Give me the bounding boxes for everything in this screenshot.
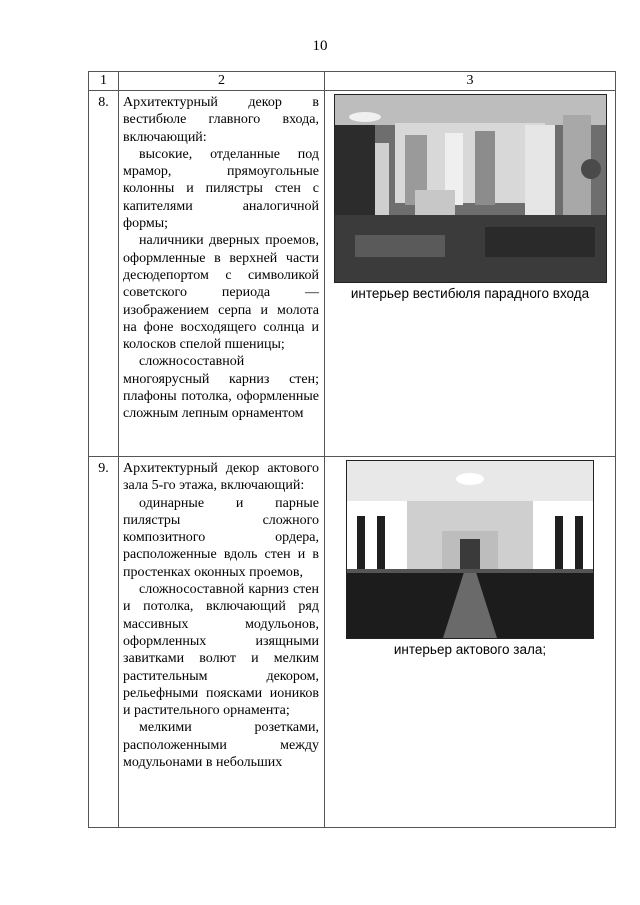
- page-number: 10: [312, 38, 328, 54]
- column-header-2: 2: [119, 72, 325, 91]
- description-title: Архитектурный декор актового зала 5-го этажа, включающий:: [123, 461, 319, 494]
- row-photo-cell: [325, 91, 616, 457]
- description-item: мелкими розетками, расположенными между модульонами в небольших: [123, 720, 319, 771]
- description-item: сложносоставной многоярусный карниз стен; плафоны потолка, оформленные сложным лепным орнаментом: [123, 354, 319, 422]
- row-photo-cell: [325, 457, 616, 828]
- photo-caption: интерьер вестибюля парадного входа: [350, 286, 590, 301]
- description-item: одинарные и парные пилястры сложного композитного ордера, расположенные вдоль стен и в простенках оконных проемов,: [123, 495, 319, 580]
- table-row: [89, 457, 616, 828]
- description-title: Архитектурный декор в вестибюле главного входа, включающий:: [123, 95, 319, 145]
- description-item: высокие, отделанные под мрамор, прямоугольные колонны и пилястры стен с капителями аналогичной формы;: [123, 146, 319, 232]
- row-number: 8.: [89, 91, 119, 457]
- row-number: 9.: [89, 457, 119, 828]
- assembly-hall-photo: [346, 460, 594, 639]
- column-header-1: 1: [89, 72, 119, 91]
- description-item: сложносоставной карниз стен и потолка, включающий ряд массивных модульонов, оформленных изящными завитками волют и мелким растительным декором, рельефными поясками иоников и растительного орнамента;: [123, 582, 319, 719]
- row-description: [119, 91, 325, 457]
- photo-caption: интерьер актового зала;: [393, 642, 547, 657]
- monument-items-table: [88, 71, 616, 828]
- description-item: наличники дверных проемов, оформленные в верхней части десюдепортом с символикой советского периода — изображением серпа и молота на фоне восходящего солнца и колосков спелой пшеницы;: [123, 233, 319, 353]
- row-description: [119, 457, 325, 828]
- lobby-interior-photo: [334, 94, 607, 283]
- table-row: [89, 91, 616, 457]
- column-header-3: 3: [325, 72, 616, 91]
- table-header-row: [89, 72, 616, 91]
